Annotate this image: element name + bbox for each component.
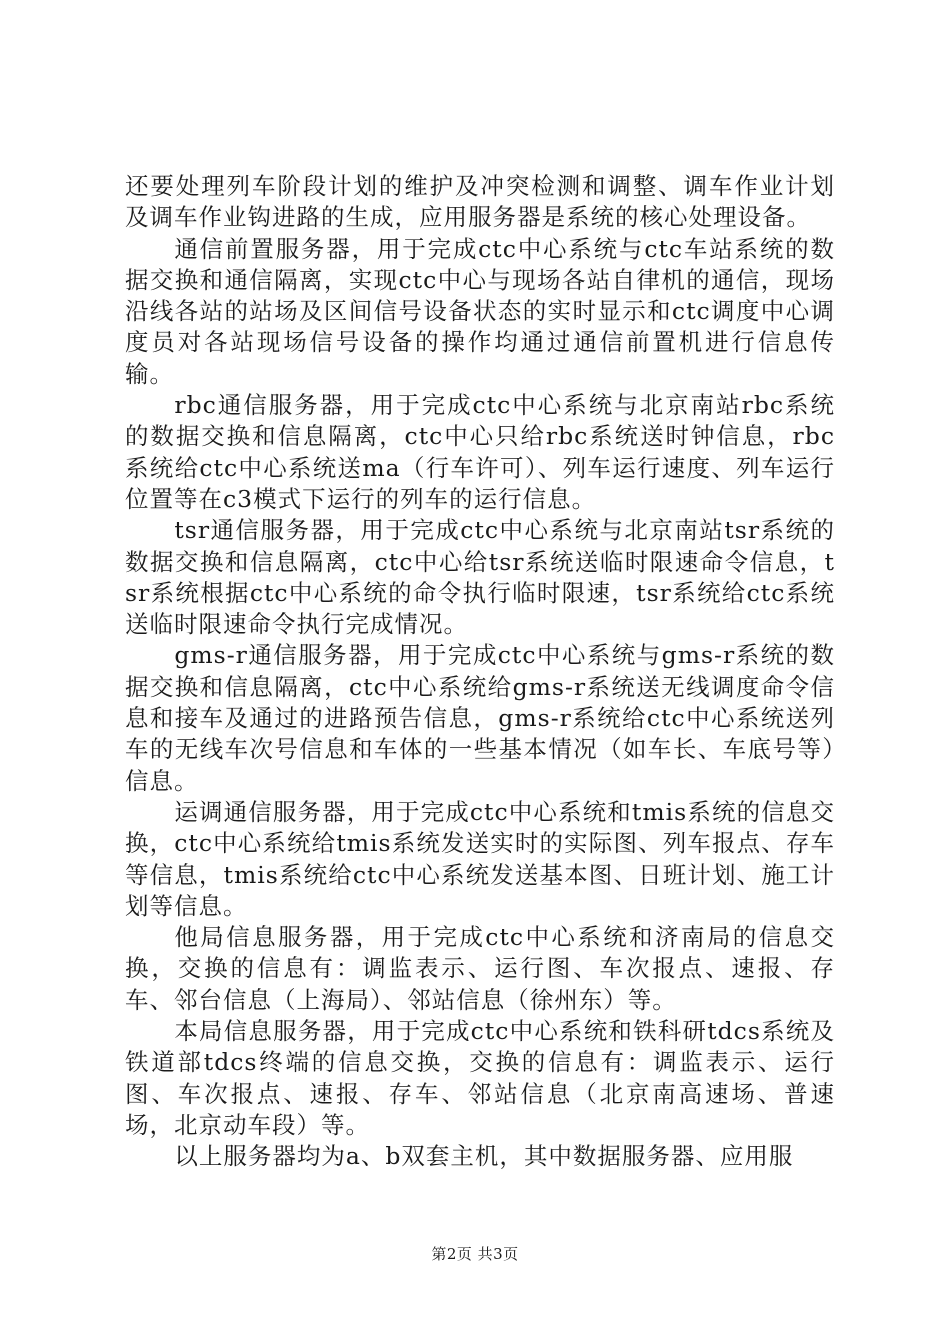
paragraph-1: 还要处理列车阶段计划的维护及冲突检测和调整、调车作业计划及调车作业钩进路的生成，应用服务器是系统的核心处理设备。 [125,172,835,232]
page-footer: 第2页 共3页 [431,1245,519,1263]
paragraph-7: 他局信息服务器，用于完成ctc中心系统和济南局的信息交换，交换的信息有：调监表示、运行图、车次报点、速报、存车、邻台信息（上海局）、邻站信息（徐州东）等。 [125,923,835,1014]
paragraph-3: rbc通信服务器，用于完成ctc中心系统与北京南站rbc系统的数据交换和信息隔离，ctc中心只给rbc系统送时钟信息，rbc系统给ctc中心系统送ma（行车许可）、列车运行速度、列车运行位置等在c3模式下运行的列车的运行信息。 [125,391,835,513]
paragraph-5: gms-r通信服务器，用于完成ctc中心系统与gms-r系统的数据交换和信息隔离，ctc中心系统给gms-r系统送无线调度命令信息和接车及通过的进路预告信息，gms-r系统给ctc中心系统送列车的无线车次号信息和车体的一些基本情况（如车长、车底号等）信息。 [125,641,835,795]
paragraph-6: 运调通信服务器，用于完成ctc中心系统和tmis系统的信息交换，ctc中心系统给tmis系统发送实时的实际图、列车报点、存车等信息，tmis系统给ctc中心系统发送基本图、日班计划、施工计划等信息。 [125,797,835,920]
paragraph-2: 通信前置服务器，用于完成ctc中心系统与ctc车站系统的数据交换和通信隔离，实现ctc中心与现场各站自律机的通信，现场沿线各站的站场及区间信号设备状态的实时显示和ctc调度中心调度员对各站现场信号设备的操作均通过通信前置机进行信息传输。 [125,234,835,388]
paragraph-4: tsr通信服务器，用于完成ctc中心系统与北京南站tsr系统的数据交换和信息隔离，ctc中心给tsr系统送临时限速命令信息，tsr系统根据ctc中心系统的命令执行临时限速，tsr系统给ctc系统送临时限速命令执行完成情况。 [125,516,835,639]
document-body [125,171,835,1173]
paragraph-9: 以上服务器均为a、b双套主机，其中数据服务器、应用服 [174,1142,794,1171]
paragraph-8: 本局信息服务器，用于完成ctc中心系统和铁科研tdcs系统及铁道部tdcs终端的信息交换，交换的信息有：调监表示、运行图、车次报点、速报、存车、邻站信息（北京南高速场、普速场，北京动车段）等。 [125,1017,835,1139]
